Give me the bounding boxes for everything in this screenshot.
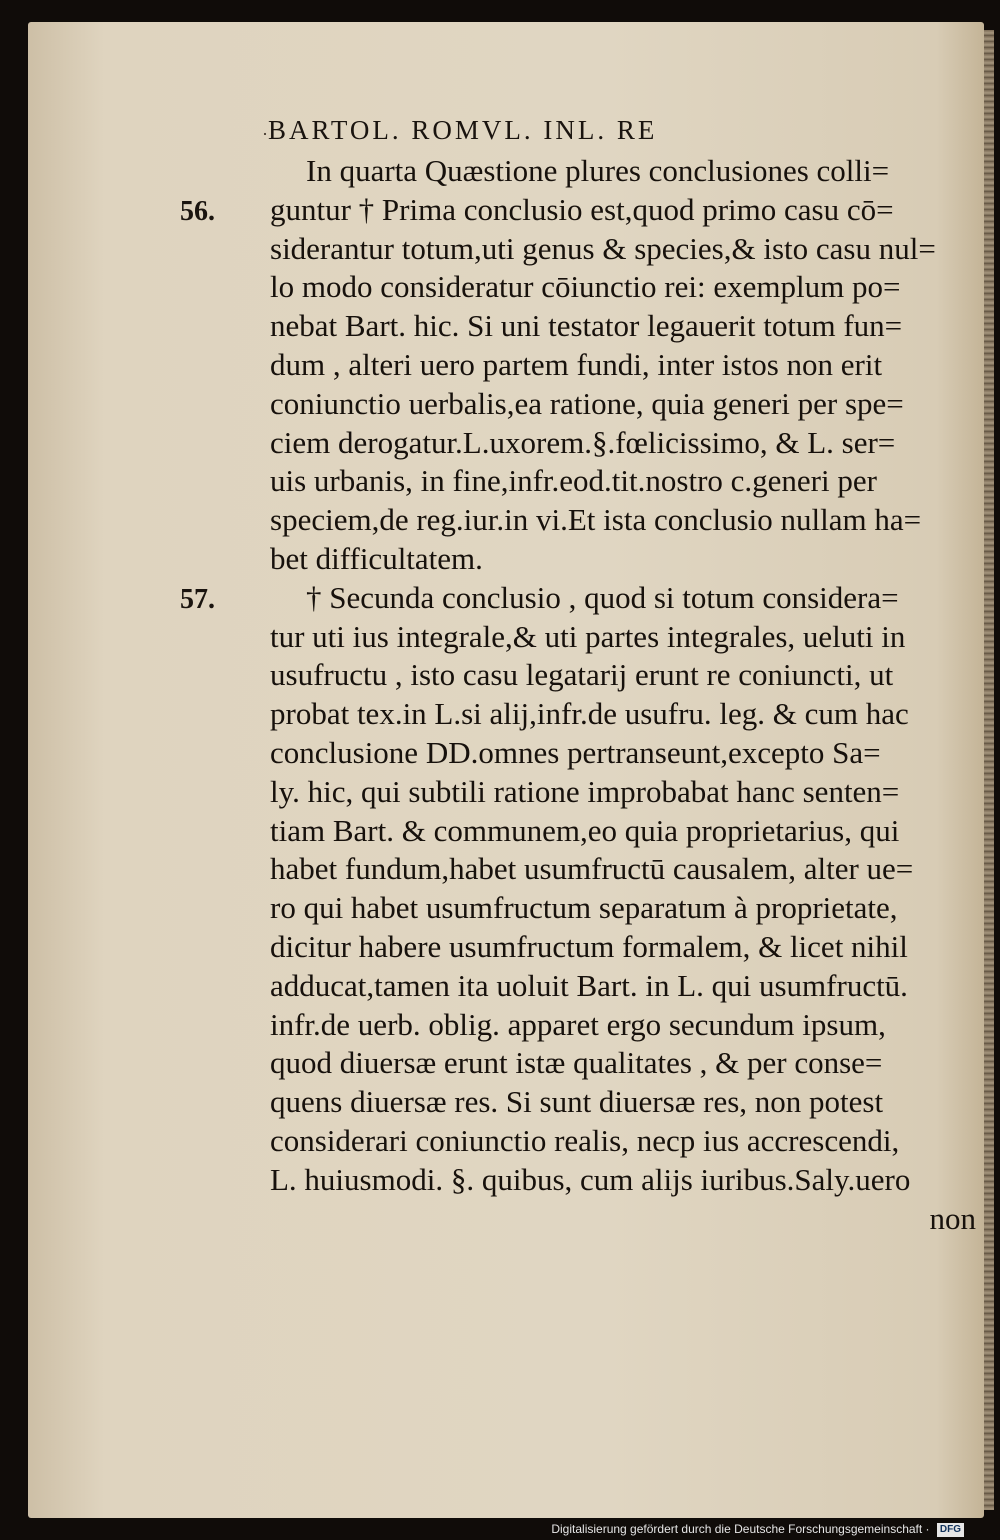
- text-line: bet difficultatem.: [270, 540, 483, 576]
- margin-note-57: 57.: [180, 584, 215, 615]
- text-line: guntur † Prima conclusio est,quod primo casu cō=: [270, 191, 894, 227]
- text-line: siderantur totum,uti genus & species,& isto casu nul=: [270, 230, 936, 266]
- text-line: dicitur habere usumfructum formalem, & licet nihil: [270, 928, 908, 964]
- text-line: lo modo consideratur cōiunctio rei: exemplum po=: [270, 269, 901, 305]
- text-line: habet fundum,habet usumfructū causalem, alter ue=: [270, 851, 914, 887]
- body-text: [270, 152, 976, 1238]
- running-head: BARTOL. ROMVL. INL. RE: [268, 115, 658, 145]
- text-line: adducat,tamen ita uoluit Bart. in L. qui usumfructū.: [270, 967, 908, 1003]
- text-line: uis urbanis, in fine,infr.eod.tit.nostro c.generi per: [270, 463, 877, 499]
- text-line: speciem,de reg.iur.in vi.Et ista conclusio nullam ha=: [270, 502, 922, 538]
- text-line: L. huiusmodi. §. quibus, cum alijs iuribus.Saly.uero: [270, 1161, 911, 1197]
- text-line: considerari coniunctio realis, necp ius accrescendi,: [270, 1122, 900, 1158]
- text-line: ro qui habet usumfructum separatum à proprietate,: [270, 890, 898, 926]
- text-line: usufructu , isto casu legatarij erunt re coniuncti, ut: [270, 657, 894, 693]
- text-line: dum , alteri uero partem fundi, inter istos non erit: [270, 346, 883, 382]
- text-line: quens diuersæ res. Si sunt diuersæ res, non potest: [270, 1084, 884, 1120]
- text-line: tur uti ius integrale,& uti partes integrales, ueluti in: [270, 618, 906, 654]
- text-line: probat tex.in L.si alij,infr.de usufru. leg. & cum hac: [270, 696, 909, 732]
- text-line: nebat Bart. hic. Si uni testator legauerit totum fun=: [270, 308, 903, 344]
- text-line: ly. hic, qui subtili ratione improbabat hanc senten=: [270, 773, 900, 809]
- dfg-logo: DFG: [937, 1523, 964, 1537]
- text-line: coniunctio uerbalis,ea ratione, quia generi per spe=: [270, 385, 904, 421]
- text-line: tiam Bart. & communem,eo quia proprietarius, qui: [270, 812, 900, 848]
- text-line: conclusione DD.omnes pertranseunt,excepto Sa=: [270, 734, 881, 770]
- page-edge: [984, 30, 994, 1510]
- margin-note-56: 56.: [180, 196, 215, 227]
- catchword: non: [929, 1200, 976, 1236]
- footer-credit: [551, 1518, 964, 1540]
- footer-text: Digitalisierung gefördert durch die Deutsche Forschungsgemeinschaft ·: [551, 1522, 930, 1536]
- text-line: quod diuersæ erunt istæ qualitates , & per conse=: [270, 1045, 883, 1081]
- text-line: † Secunda conclusio , quod si totum considera=: [306, 579, 899, 615]
- head-mark: ·: [262, 124, 268, 144]
- text-line: In quarta Quæstione plures conclusiones colli=: [306, 153, 890, 188]
- text-line: infr.de uerb. oblig. apparet ergo secundum ipsum,: [270, 1006, 886, 1042]
- text-line: ciem derogatur.L.uxorem.§.fœlicissimo, & L. ser=: [270, 424, 896, 460]
